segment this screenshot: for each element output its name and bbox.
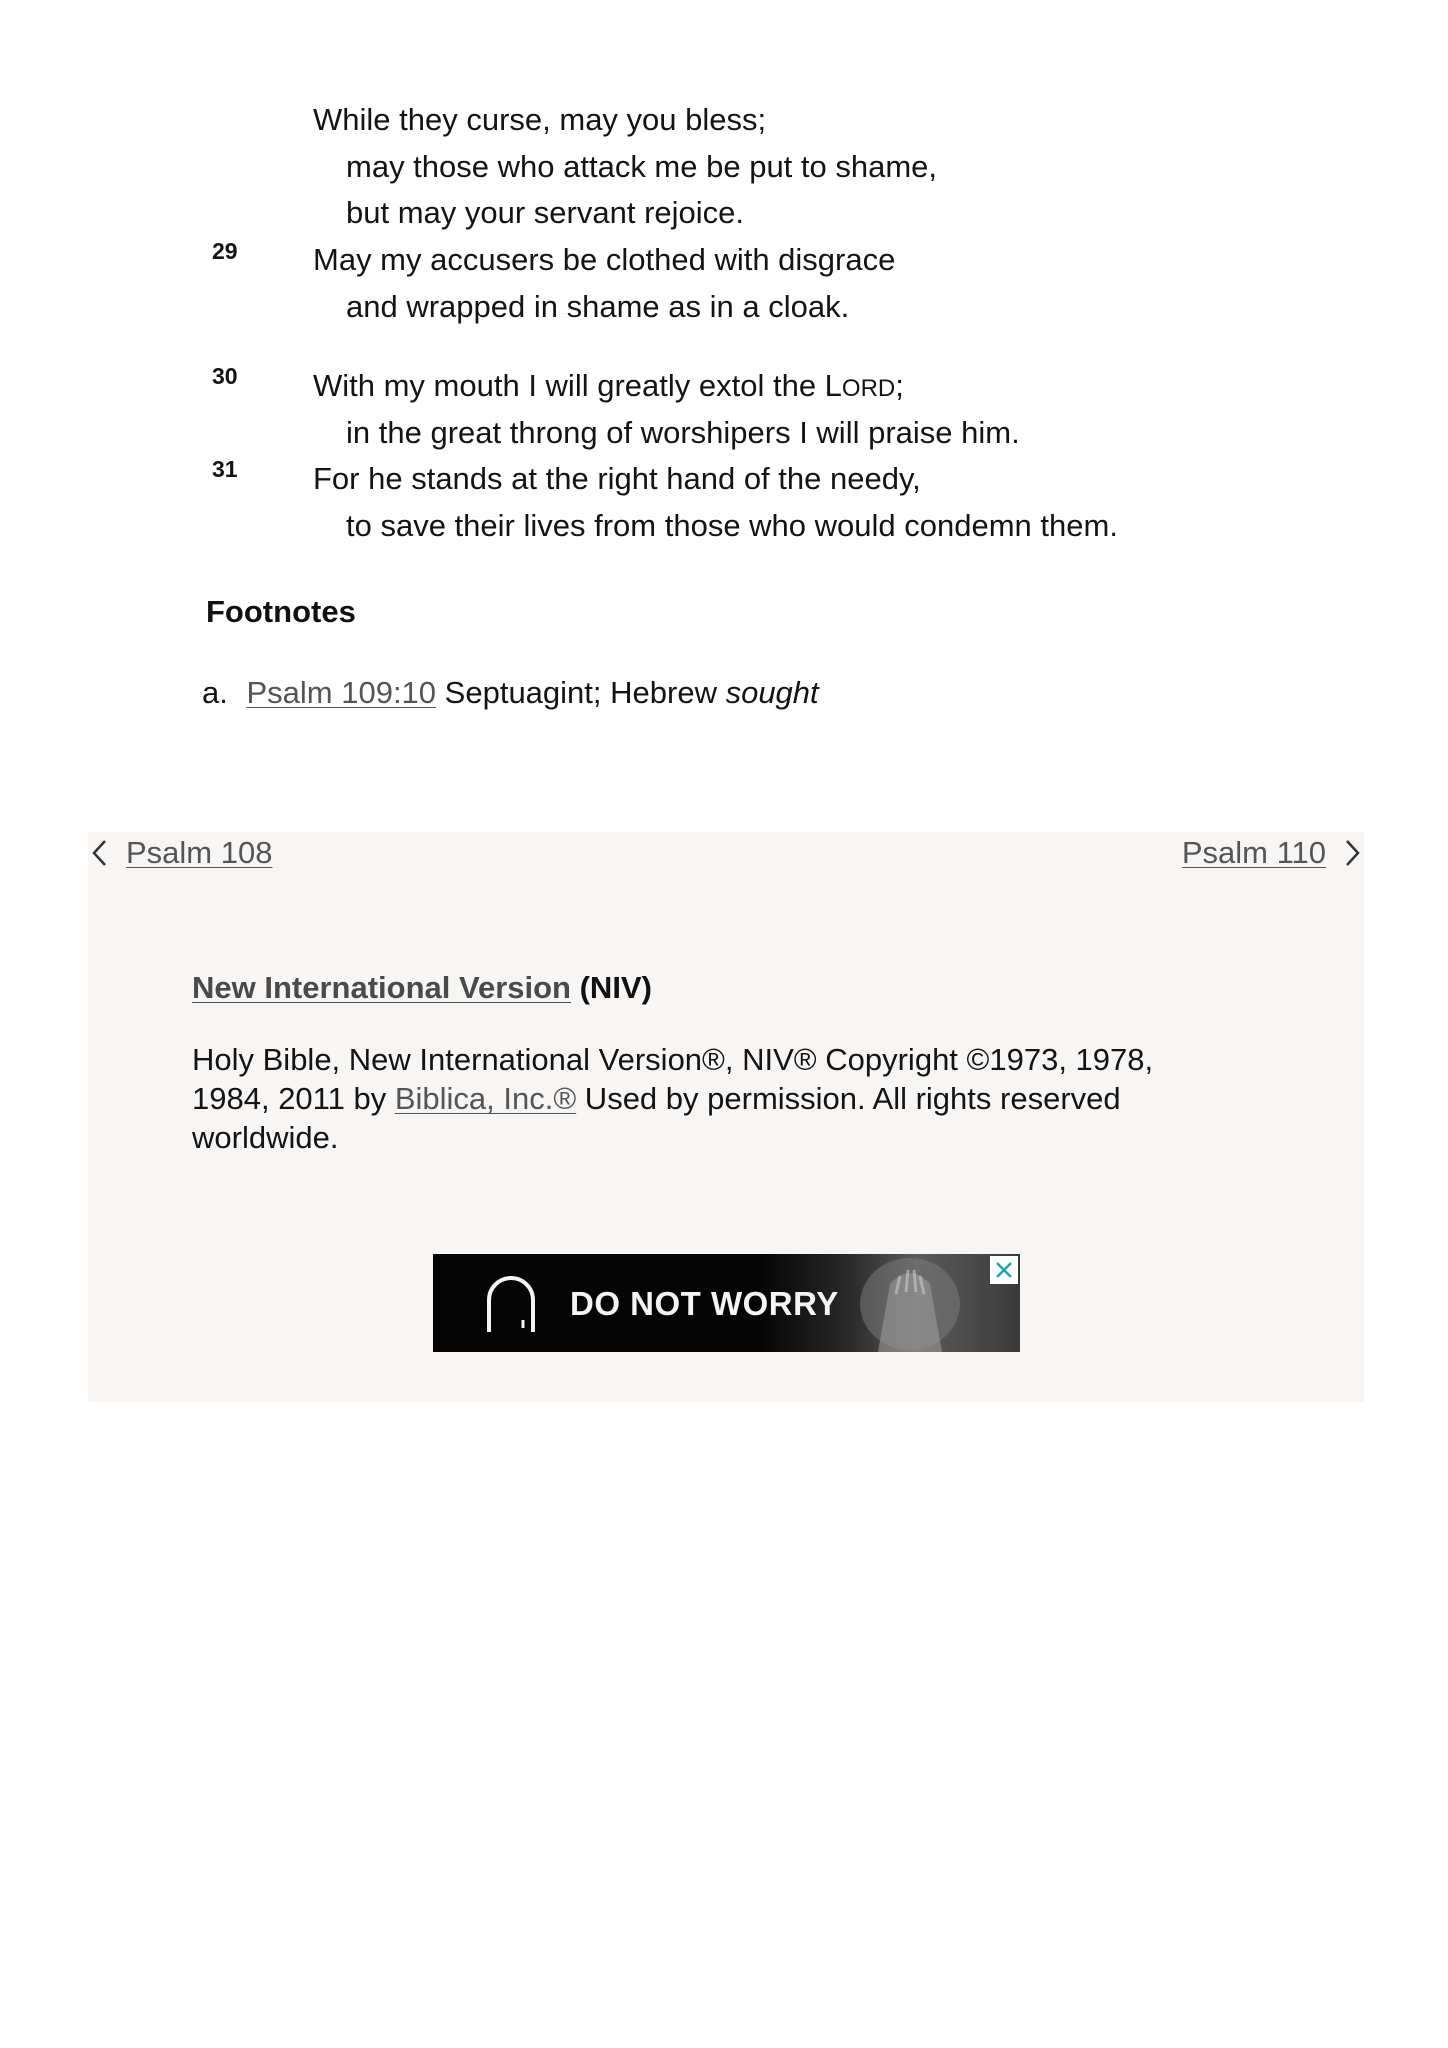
- verse-29-line-1: May my accusers be clothed with disgrace: [313, 242, 896, 277]
- verse-number-29: 29: [212, 238, 238, 264]
- ad-headline: DO NOT WORRY: [570, 1285, 839, 1322]
- ad-close-button[interactable]: [990, 1256, 1018, 1284]
- next-chapter-label[interactable]: Psalm 110: [1181, 835, 1326, 870]
- previous-chapter-label[interactable]: Psalm 108: [126, 835, 273, 870]
- copyright-text-before: Holy Bible, New International Version®, NIV® Copyright ©1973, 1978, 1984, 2011 by: [192, 1042, 1154, 1116]
- verse-number-31: 31: [212, 456, 238, 482]
- copyright-notice: [192, 1040, 1212, 1157]
- verse-28-line-2: may those who attack me be put to shame,: [346, 149, 938, 184]
- footnote-reference-link[interactable]: Psalm 109:10: [246, 675, 437, 710]
- verse-31-line-2: to save their lives from those who would condemn them.: [346, 508, 1118, 543]
- footnotes-heading: Footnotes: [206, 594, 356, 629]
- chevron-left-icon: [88, 837, 112, 869]
- previous-chapter-link[interactable]: [88, 832, 272, 874]
- next-chapter-link[interactable]: [1182, 832, 1364, 874]
- verse-29-line-2: and wrapped in shame as in a cloak.: [346, 289, 850, 324]
- chevron-right-icon: [1340, 837, 1364, 869]
- lord-small-caps-initial: L: [824, 368, 842, 403]
- advertisement-banner[interactable]: [433, 1254, 1020, 1352]
- lord-small-caps-rest: ORD: [841, 375, 896, 402]
- version-title: [192, 968, 652, 1008]
- verse-number-30: 30: [212, 363, 238, 389]
- verse-30-text: With my mouth I will greatly extol the: [313, 368, 825, 403]
- verse-30-line-2: in the great throng of worshipers I will praise him.: [346, 415, 1020, 450]
- verse-30-punctuation: ;: [895, 368, 904, 403]
- verse-31-line-1: For he stands at the right hand of the needy,: [313, 461, 921, 496]
- version-name-link[interactable]: New International Version: [192, 970, 571, 1005]
- footnote-marker: a.: [202, 675, 228, 710]
- chapter-footer-panel: [88, 832, 1364, 1402]
- verse-28-line-3: but may your servant rejoice.: [346, 195, 745, 230]
- footnote-emphasis: sought: [725, 675, 819, 710]
- ad-logo-icon: [483, 1270, 539, 1336]
- publisher-link[interactable]: Biblica, Inc.®: [394, 1081, 577, 1116]
- verse-30-line-1: [313, 366, 904, 409]
- footnote-item: [202, 673, 819, 713]
- close-icon: [994, 1260, 1014, 1280]
- verse-28-line-1: While they curse, may you bless;: [313, 102, 767, 137]
- version-abbreviation: (NIV): [579, 970, 652, 1005]
- footnote-text: Septuagint; Hebrew: [444, 675, 726, 710]
- copyright-text-after: Used by permission. All rights reserved worldwide.: [192, 1081, 1121, 1155]
